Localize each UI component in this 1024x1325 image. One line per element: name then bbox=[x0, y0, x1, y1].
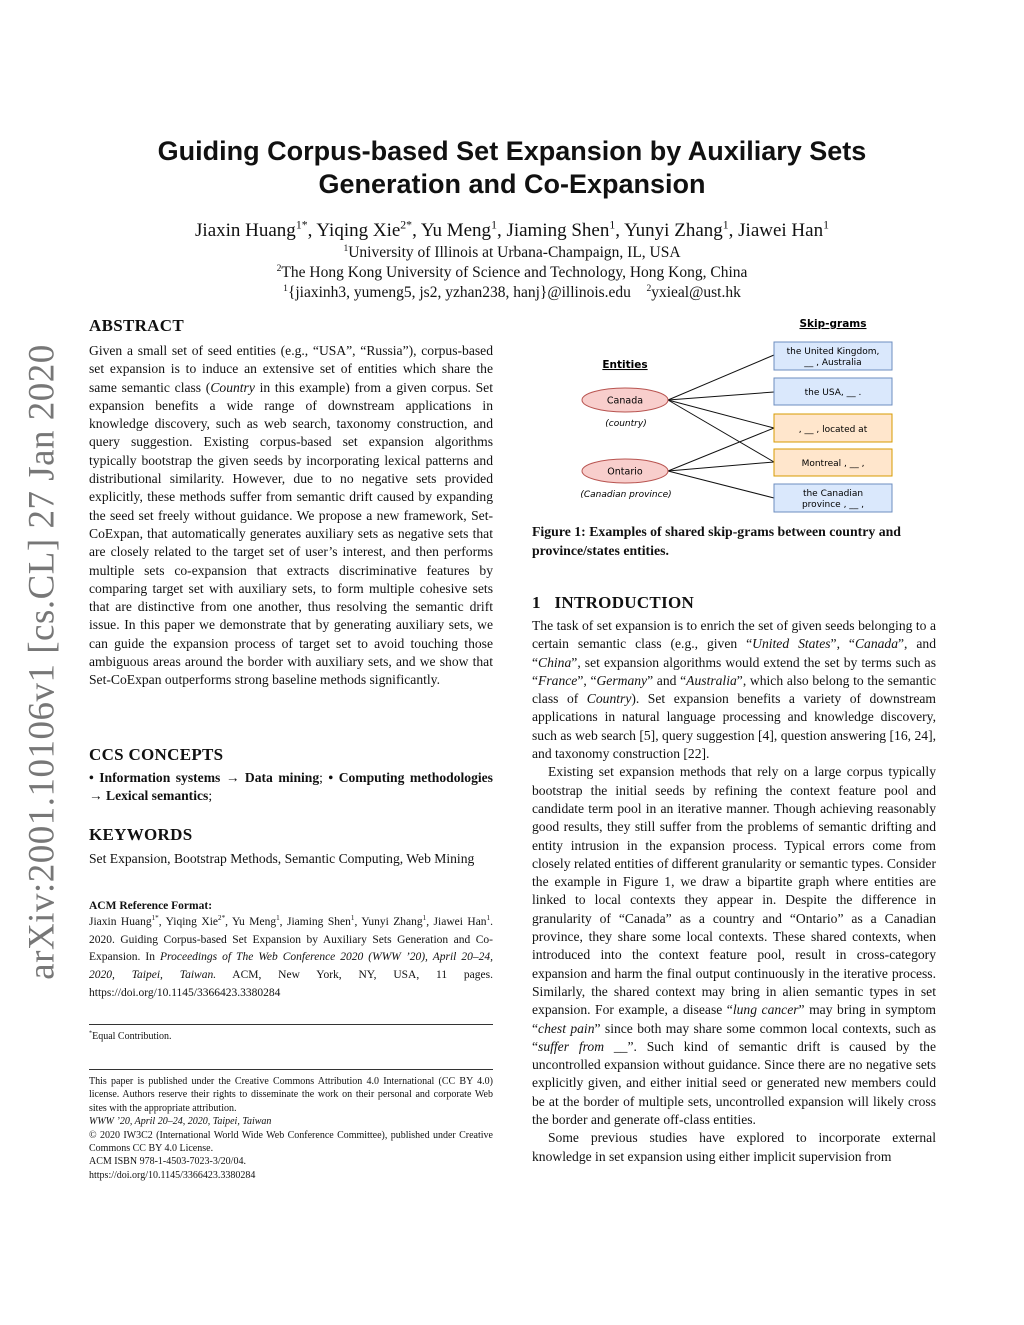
intro-emph: Germany bbox=[596, 672, 648, 688]
acm-ref-author: , Jiawei Han bbox=[426, 916, 487, 928]
affiliation-2 bbox=[0, 263, 1024, 283]
acm-ref-venue: Proceedings of The Web Conference 2020 (WWW ’20), April 20–24, 2020, Taipei, Taiwan. bbox=[89, 951, 493, 982]
license-copyright: © 2020 IW3C2 (International World Wide Web Conference Committee), published under Creative Commons CC BY 4.0 License. bbox=[89, 1129, 493, 1155]
ccs-concepts bbox=[89, 769, 493, 806]
license-rule bbox=[89, 1069, 493, 1070]
intro-emph: France bbox=[538, 672, 578, 688]
author-name: Yu Meng bbox=[420, 220, 492, 241]
paper-title-line2: Generation and Co-Expansion bbox=[318, 169, 706, 199]
author-emails bbox=[0, 283, 1024, 303]
intro-text: ”, which also belong to the semantic class of bbox=[532, 672, 936, 707]
author-sup: 1 bbox=[823, 218, 829, 232]
edge-line bbox=[668, 428, 774, 471]
arxiv-id: arXiv:2001.10106v1 [cs.CL] 27 Jan 2020 bbox=[21, 344, 63, 980]
email-sup: 2 bbox=[646, 282, 652, 294]
author-sup: 1 bbox=[609, 218, 616, 232]
intro-emph: Country bbox=[586, 691, 632, 707]
footnote-text: Equal Contribution. bbox=[92, 1031, 172, 1042]
author-name: Jiaming Shen bbox=[506, 220, 610, 241]
intro-heading bbox=[532, 593, 936, 613]
ccs-bullet: • bbox=[328, 770, 334, 785]
intro-text: ”, “ bbox=[830, 636, 855, 652]
acm-ref-sup: 1 bbox=[422, 914, 427, 923]
intro-paragraph-1 bbox=[532, 617, 936, 763]
ccs-end: ; bbox=[208, 788, 213, 804]
figure-1-diagram bbox=[532, 310, 936, 522]
entity-type-ontario: (Canadian province) bbox=[580, 490, 672, 500]
figure-1-caption: Figure 1: Examples of shared skip-grams between country and province/states entities. bbox=[532, 524, 901, 558]
intro-emph: suffer from __ bbox=[538, 1038, 628, 1054]
acm-ref-heading: ACM Reference Format: bbox=[89, 900, 213, 912]
intro-heading-text: INTRODUCTION bbox=[554, 593, 695, 612]
intro-emph: China bbox=[538, 654, 572, 670]
email-sup: 1 bbox=[283, 282, 288, 294]
affiliation-sup: 2 bbox=[276, 262, 282, 274]
intro-emph: lung cancer bbox=[732, 1002, 799, 1018]
ccs-heading: CCS CONCEPTS bbox=[89, 745, 224, 764]
affiliation-1 bbox=[0, 243, 1024, 263]
intro-text: ). Set expansion benefits a variety of downstream applications in natural language processing and knowledge discovery, such as web search [5], query suggestion [4], question answering [16, 24], and taxonomy construction [22]. bbox=[532, 691, 936, 762]
acm-ref-sup: 1 bbox=[350, 914, 355, 923]
intro-text: ”, set expansion algorithms would extend the set by terms such as “ bbox=[532, 654, 936, 688]
acm-ref-sup: 1 bbox=[486, 914, 491, 923]
ccs-concept: Information systems bbox=[99, 770, 221, 785]
acm-ref-author: , Yu Meng bbox=[225, 916, 277, 928]
keywords-text: Set Expansion, Bootstrap Methods, Semantic Computing, Web Mining bbox=[89, 851, 475, 866]
edge-line bbox=[668, 462, 774, 471]
intro-paragraph-3: Some previous studies have explored to incorporate external knowledge in set expansion using either implicit supervision from bbox=[532, 1130, 936, 1164]
skipgram-text: the United Kingdom, bbox=[786, 347, 880, 357]
acm-ref-author: Jiaxin Huang bbox=[89, 916, 152, 928]
intro-text: ”, “ bbox=[577, 672, 597, 688]
intro-emph: Australia bbox=[686, 672, 737, 688]
intro-emph: Canada bbox=[854, 636, 899, 652]
skipgram-text: Montreal , __ , bbox=[801, 459, 865, 469]
acm-ref-sup: 1 bbox=[276, 914, 280, 923]
author-sup: 1 bbox=[491, 218, 497, 232]
intro-text: The task of set expansion is to enrich the set of given seeds belonging to a certain semantic class (e.g., given “ bbox=[532, 618, 936, 652]
abstract-body bbox=[89, 342, 493, 690]
entity-label-canada: Canada bbox=[606, 395, 644, 407]
acm-ref-sup: 2* bbox=[218, 914, 226, 923]
entities-title: Entities bbox=[602, 359, 648, 371]
abstract-emph: Country bbox=[210, 379, 255, 395]
intro-emph: United States bbox=[752, 636, 831, 652]
ccs-subconcept: Lexical semantics bbox=[106, 788, 209, 804]
license-block bbox=[89, 1075, 493, 1182]
intro-text: Existing set expansion methods that rely on a large corpus typically bootstrap the initial seeds by refining the context feature pool and candidate term pool in an iterative manner. Though achieving reasonably good results, they still suffer from the problems of semantic drifting and entity intrusion in the expansion process. Typical errors come from closely related entities of different granularity or semantic types. Consider the example in Figure 1, we draw a bipartite graph where entities are linked to local contexts they appear in. Despite the difference in granularity of “Canada” as a country and “Ontario” as a Canadian province, they share some local contexts. These shared contexts, when introduced into the context feature pool, result in cross-category expansion and harm the final output continuously in the iterative process. Similarly, the shared context may bring in alien semantic types in set expansion. For example, a disease “ bbox=[532, 764, 936, 1018]
author-sup: 1 bbox=[722, 218, 729, 232]
author-sup: 1* bbox=[295, 218, 308, 232]
ccs-bullet: • bbox=[89, 770, 94, 785]
intro-text: ” since both may share some common local contexts, such as “ bbox=[532, 1020, 937, 1054]
license-text: This paper is published under the Creative Commons Attribution 4.0 International (CC BY 4.0) license. Authors reserve their rights to disseminate the work on their personal and corporate Web sites with the appropriate attribution. bbox=[89, 1076, 493, 1114]
intro-body bbox=[532, 617, 936, 1166]
acm-ref-text: ACM, New York, NY, USA, 11 pages. https://doi.org/10.1145/3366423.3380284 bbox=[89, 969, 493, 999]
keywords-heading: KEYWORDS bbox=[89, 825, 193, 844]
affiliation-sup: 1 bbox=[343, 242, 349, 254]
skipgram-text: the USA, __ . bbox=[804, 388, 862, 398]
entity-label-ontario: Ontario bbox=[607, 466, 643, 478]
footnote-rule bbox=[89, 1024, 493, 1025]
acm-ref-sup: 1* bbox=[151, 914, 159, 923]
intro-text: ” and “ bbox=[647, 672, 687, 688]
author-list: Jiaxin Huang$^{1*}$, Yiqing Xie$^{2*}$, Yu Meng$^1$, Jiaming Shen$^1$, Yunyi Zhang$^1$, Jiawei Han$^1$ bbox=[195, 218, 829, 241]
author-name: Yiqing Xie bbox=[316, 220, 401, 241]
skipgram-text: province , __ , bbox=[801, 500, 865, 510]
abstract-text: Given a small set of seed entities (e.g., “USA”, “Russia”), corpus-based set expansion is to induce an extensive set of entities which share the same semantic class ( bbox=[89, 343, 493, 395]
acm-ref-author: , Yunyi Zhang bbox=[354, 916, 423, 928]
acm-ref-author: , Jiaming Shen bbox=[279, 916, 351, 928]
ccs-subconcept: Data mining bbox=[244, 770, 320, 785]
intro-text: ”, and “ bbox=[532, 636, 937, 670]
email-1: {jiaxinh3, yumeng5, js2, yzhan238, hanj}@illinois.edu bbox=[287, 284, 631, 301]
author-name: Jiaxin Huang bbox=[195, 220, 296, 241]
abstract-text: in this example) from a given corpus. Set expansion benefits a wide range of downstream applications in knowledge discovery, such as web search, taxonomy construction, and query suggestion. Existing corpus-based set expansion algorithms typically bootstrap the given seeds by incorporating lexical patterns and distributional similarity. However, due to no negative sets provided explicitly, these methods suffer from semantic drift caused by expanding the seed set freely without guidance. We propose a new framework, Set-CoExpan, that automatically generates auxiliary sets as negative sets that are closely related to the target set of user’s interest, and then performs multiple sets co-expansion that extracts discriminative features by comparing target set with auxiliary sets, to form multiple cohesive sets that are distinctive from one another, thus resolving the semantic drift issue. In this paper we demonstrate that by generating auxiliary sets, we can guide the expansion process of target set to avoid touching those ambiguous areas around the border with auxiliary sets, and we show that Set-CoExpan outperforms strong baseline methods significantly. bbox=[89, 379, 493, 688]
skipgram-text: __ , Australia bbox=[804, 358, 862, 368]
license-doi: https://doi.org/10.1145/3366423.3380284 bbox=[89, 1169, 256, 1181]
author-name: Jiawei Han bbox=[738, 220, 824, 241]
ccs-arrow: → bbox=[225, 770, 240, 785]
edge-line bbox=[668, 400, 774, 428]
edge-line bbox=[668, 471, 774, 498]
footnote bbox=[89, 1030, 493, 1043]
author-sup: 2* bbox=[400, 218, 413, 232]
intro-text: ” may bring in symptom “ bbox=[532, 1002, 936, 1036]
intro-text: ”. Such kind of semantic drift is caused by the uncontrolled expansion without guidance. Since there are no negative sets explicitly given, and either initial seed or generated new members could be at the border of multiple sets, uncontrolled expansion will likely cross the border and generate off-class entities. bbox=[532, 1038, 937, 1128]
intro-emph: chest pain bbox=[538, 1020, 595, 1036]
footnote-mark: * bbox=[89, 1029, 93, 1037]
paper-title-line1: Guiding Corpus-based Set Expansion by Auxiliary Sets bbox=[157, 136, 867, 166]
acm-ref-author: , Yiqing Xie bbox=[158, 916, 218, 928]
affiliation-text: The Hong Kong University of Science and Technology, Hong Kong, China bbox=[281, 264, 748, 281]
skipgrams-title: Skip-grams bbox=[799, 318, 867, 330]
ccs-arrow: → bbox=[89, 788, 103, 804]
skipgram-text: , __ , located at bbox=[798, 425, 868, 435]
entity-type-canada: (country) bbox=[605, 419, 647, 429]
ccs-sep: ; bbox=[319, 770, 323, 785]
email-2: yxieal@ust.hk bbox=[651, 284, 741, 301]
skipgram-text: the Canadian bbox=[802, 489, 864, 499]
license-isbn: ACM ISBN 978-1-4503-7023-3/20/04. bbox=[89, 1156, 246, 1168]
license-venue: WWW ’20, April 20–24, 2020, Taipei, Taiwan bbox=[89, 1116, 272, 1128]
intro-heading-number: 1 bbox=[532, 593, 541, 612]
ccs-concept: Computing methodologies bbox=[338, 770, 493, 785]
acm-ref-body bbox=[89, 914, 493, 1003]
intro-paragraph-2 bbox=[532, 763, 936, 1129]
acm-ref-text: . 2020. Guiding Corpus-based Set Expansion by Auxiliary Sets Generation and Co-Expansion. In bbox=[89, 916, 493, 964]
affiliation-text: University of Illinois at Urbana-Champaign, IL, USA bbox=[348, 244, 681, 261]
author-name: Yunyi Zhang bbox=[624, 220, 723, 241]
abstract-heading: ABSTRACT bbox=[89, 316, 184, 335]
edge-line bbox=[668, 400, 774, 462]
